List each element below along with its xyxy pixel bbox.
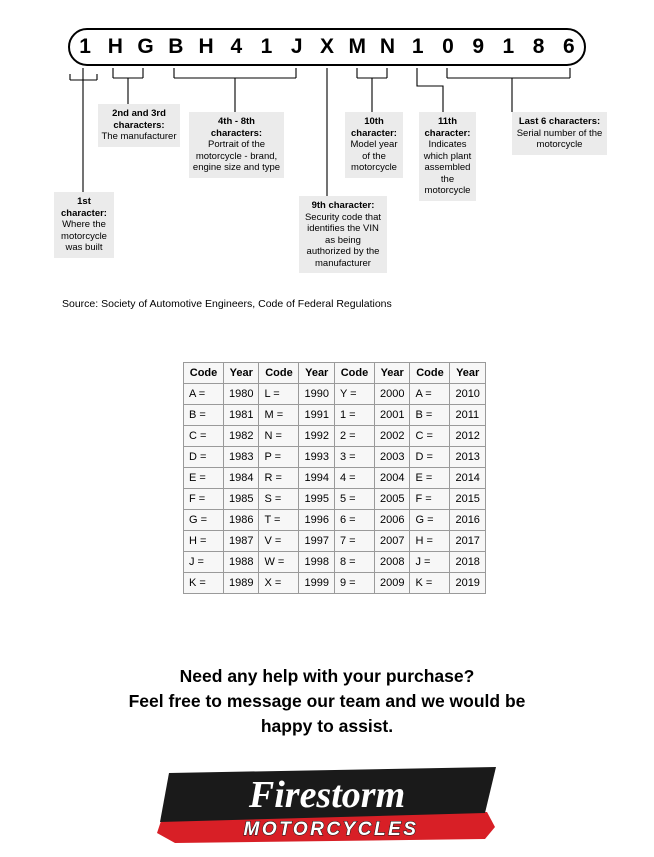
cell-code: W =	[259, 552, 299, 573]
cell-code: 4 =	[334, 468, 374, 489]
column-header: Year	[299, 363, 334, 384]
callout-tenth-character	[345, 112, 403, 178]
cell-year: 2000	[374, 384, 409, 405]
cell-code: K =	[410, 573, 450, 594]
vin-character: B	[168, 35, 184, 58]
cell-year: 2002	[374, 426, 409, 447]
cell-code: C =	[184, 426, 224, 447]
help-message	[0, 664, 654, 739]
cell-year: 2003	[374, 447, 409, 468]
cell-year: 2001	[374, 405, 409, 426]
vin-character: 1	[502, 35, 515, 58]
cell-code: Y =	[334, 384, 374, 405]
cell-code: X =	[259, 573, 299, 594]
table-row	[184, 384, 486, 405]
help-line-3: happy to assist.	[260, 716, 394, 736]
cell-year: 1992	[299, 426, 334, 447]
vin-character: 1	[260, 35, 273, 58]
cell-year: 1999	[299, 573, 334, 594]
column-header: Year	[374, 363, 409, 384]
cell-code: 3 =	[334, 447, 374, 468]
callout-body: Where the motorcycle was built	[61, 219, 107, 253]
callout-body: Serial number of the motorcycle	[516, 127, 603, 150]
column-header: Year	[450, 363, 485, 384]
callout-first-character	[54, 192, 114, 258]
cell-year: 1995	[299, 489, 334, 510]
cell-code: A =	[184, 384, 224, 405]
callout-title: 4th - 8th characters:	[210, 116, 263, 139]
cell-year: 1980	[224, 384, 259, 405]
column-header: Code	[184, 363, 224, 384]
cell-year: 1993	[299, 447, 334, 468]
cell-year: 1984	[224, 468, 259, 489]
callout-body: Portrait of the motorcycle - brand, engine size and type	[192, 139, 281, 173]
cell-year: 2019	[450, 573, 485, 594]
vin-character: H	[198, 35, 214, 58]
vin-character: 0	[442, 35, 454, 58]
vin-character: N	[379, 35, 396, 58]
cell-year: 1994	[299, 468, 334, 489]
cell-code: 9 =	[334, 573, 374, 594]
table-header-row	[184, 363, 486, 384]
cell-code: 5 =	[334, 489, 374, 510]
cell-code: H =	[410, 531, 450, 552]
vin-character: 8	[532, 35, 545, 58]
callout-title: 10th character:	[351, 116, 397, 139]
cell-year: 2012	[450, 426, 485, 447]
cell-year: 1991	[299, 405, 334, 426]
callout-second-third-characters	[98, 104, 180, 147]
cell-code: M =	[259, 405, 299, 426]
cell-code: 6 =	[334, 510, 374, 531]
callout-title: 11th character:	[424, 116, 471, 139]
cell-code: F =	[184, 489, 224, 510]
cell-code: F =	[410, 489, 450, 510]
cell-year: 2010	[450, 384, 485, 405]
vin-character: 1	[411, 35, 424, 58]
logo-brand-text: Firestorm	[248, 774, 406, 816]
cell-year: 1996	[299, 510, 334, 531]
cell-code: E =	[410, 468, 450, 489]
cell-code: B =	[410, 405, 450, 426]
logo-graphic	[155, 765, 500, 845]
vin-character: 9	[472, 35, 484, 58]
cell-code: J =	[184, 552, 224, 573]
cell-year: 2007	[374, 531, 409, 552]
table-row	[184, 447, 486, 468]
cell-code: L =	[259, 384, 299, 405]
table-row	[184, 552, 486, 573]
cell-year: 1985	[224, 489, 259, 510]
vin-character: 6	[563, 35, 575, 58]
cell-year: 2008	[374, 552, 409, 573]
cell-year: 1983	[224, 447, 259, 468]
callout-last-six-characters	[512, 112, 607, 155]
callout-body: Indicates which plant assembled the motorcycle	[423, 139, 472, 196]
cell-code: B =	[184, 405, 224, 426]
cell-code: 2 =	[334, 426, 374, 447]
cell-year: 2018	[450, 552, 485, 573]
cell-year: 2016	[450, 510, 485, 531]
table-row	[184, 573, 486, 594]
cell-code: S =	[259, 489, 299, 510]
column-header: Code	[259, 363, 299, 384]
cell-year: 1989	[224, 573, 259, 594]
cell-code: K =	[184, 573, 224, 594]
cell-code: G =	[410, 510, 450, 531]
cell-code: P =	[259, 447, 299, 468]
cell-year: 2011	[450, 405, 485, 426]
cell-code: R =	[259, 468, 299, 489]
callout-body: Security code that identifies the VIN as being authorized by the manufacturer	[304, 211, 382, 269]
cell-year: 2013	[450, 447, 485, 468]
vin-character: J	[290, 35, 303, 58]
vin-character: H	[107, 35, 123, 58]
cell-code: D =	[410, 447, 450, 468]
cell-year: 1981	[224, 405, 259, 426]
table-row	[184, 531, 486, 552]
cell-code: 8 =	[334, 552, 374, 573]
vin-character: X	[319, 35, 334, 58]
logo-subtitle-text: MOTORCYCLES	[243, 819, 419, 840]
cell-code: V =	[259, 531, 299, 552]
callout-body: Model year of the motorcycle	[350, 139, 398, 173]
cell-year: 1997	[299, 531, 334, 552]
cell-code: J =	[410, 552, 450, 573]
cell-year: 1998	[299, 552, 334, 573]
cell-code: D =	[184, 447, 224, 468]
help-line-2: Feel free to message our team and we would be	[128, 691, 526, 711]
cell-code: G =	[184, 510, 224, 531]
vin-plate	[68, 28, 586, 66]
column-header: Year	[224, 363, 259, 384]
callout-title: 1st character:	[61, 196, 107, 219]
cell-year: 2017	[450, 531, 485, 552]
callout-fourth-eighth-characters	[189, 112, 284, 178]
cell-year: 2005	[374, 489, 409, 510]
callout-body: The manufacturer	[101, 131, 177, 142]
cell-year: 2014	[450, 468, 485, 489]
column-header: Code	[334, 363, 374, 384]
vin-character: G	[137, 35, 154, 58]
cell-code: N =	[259, 426, 299, 447]
cell-code: A =	[410, 384, 450, 405]
cell-code: 1 =	[334, 405, 374, 426]
cell-year: 1988	[224, 552, 259, 573]
vin-character: M	[348, 35, 366, 58]
help-line-1: Need any help with your purchase?	[179, 666, 475, 686]
cell-year: 2006	[374, 510, 409, 531]
cell-code: 7 =	[334, 531, 374, 552]
cell-code: T =	[259, 510, 299, 531]
firestorm-logo	[155, 765, 500, 845]
callout-eleventh-character	[419, 112, 476, 201]
vin-character: 4	[230, 35, 243, 58]
cell-code: E =	[184, 468, 224, 489]
callout-title: Last 6 characters:	[518, 116, 601, 127]
cell-year: 2004	[374, 468, 409, 489]
vin-character: 1	[79, 35, 91, 58]
cell-year: 2015	[450, 489, 485, 510]
column-header: Code	[410, 363, 450, 384]
table-row	[184, 510, 486, 531]
model-year-code-table	[183, 362, 486, 594]
source-note: Source: Society of Automotive Engineers, Code of Federal Regulations	[62, 298, 392, 310]
cell-code: H =	[184, 531, 224, 552]
table-row	[184, 405, 486, 426]
callout-ninth-character	[299, 196, 387, 273]
table-row	[184, 468, 486, 489]
cell-year: 1986	[224, 510, 259, 531]
cell-code: C =	[410, 426, 450, 447]
table-row	[184, 426, 486, 447]
callout-title: 2nd and 3rd characters:	[112, 108, 166, 131]
cell-year: 1990	[299, 384, 334, 405]
table-row	[184, 489, 486, 510]
cell-year: 1982	[224, 426, 259, 447]
cell-year: 2009	[374, 573, 409, 594]
cell-year: 1987	[224, 531, 259, 552]
callout-title: 9th character:	[311, 200, 375, 211]
